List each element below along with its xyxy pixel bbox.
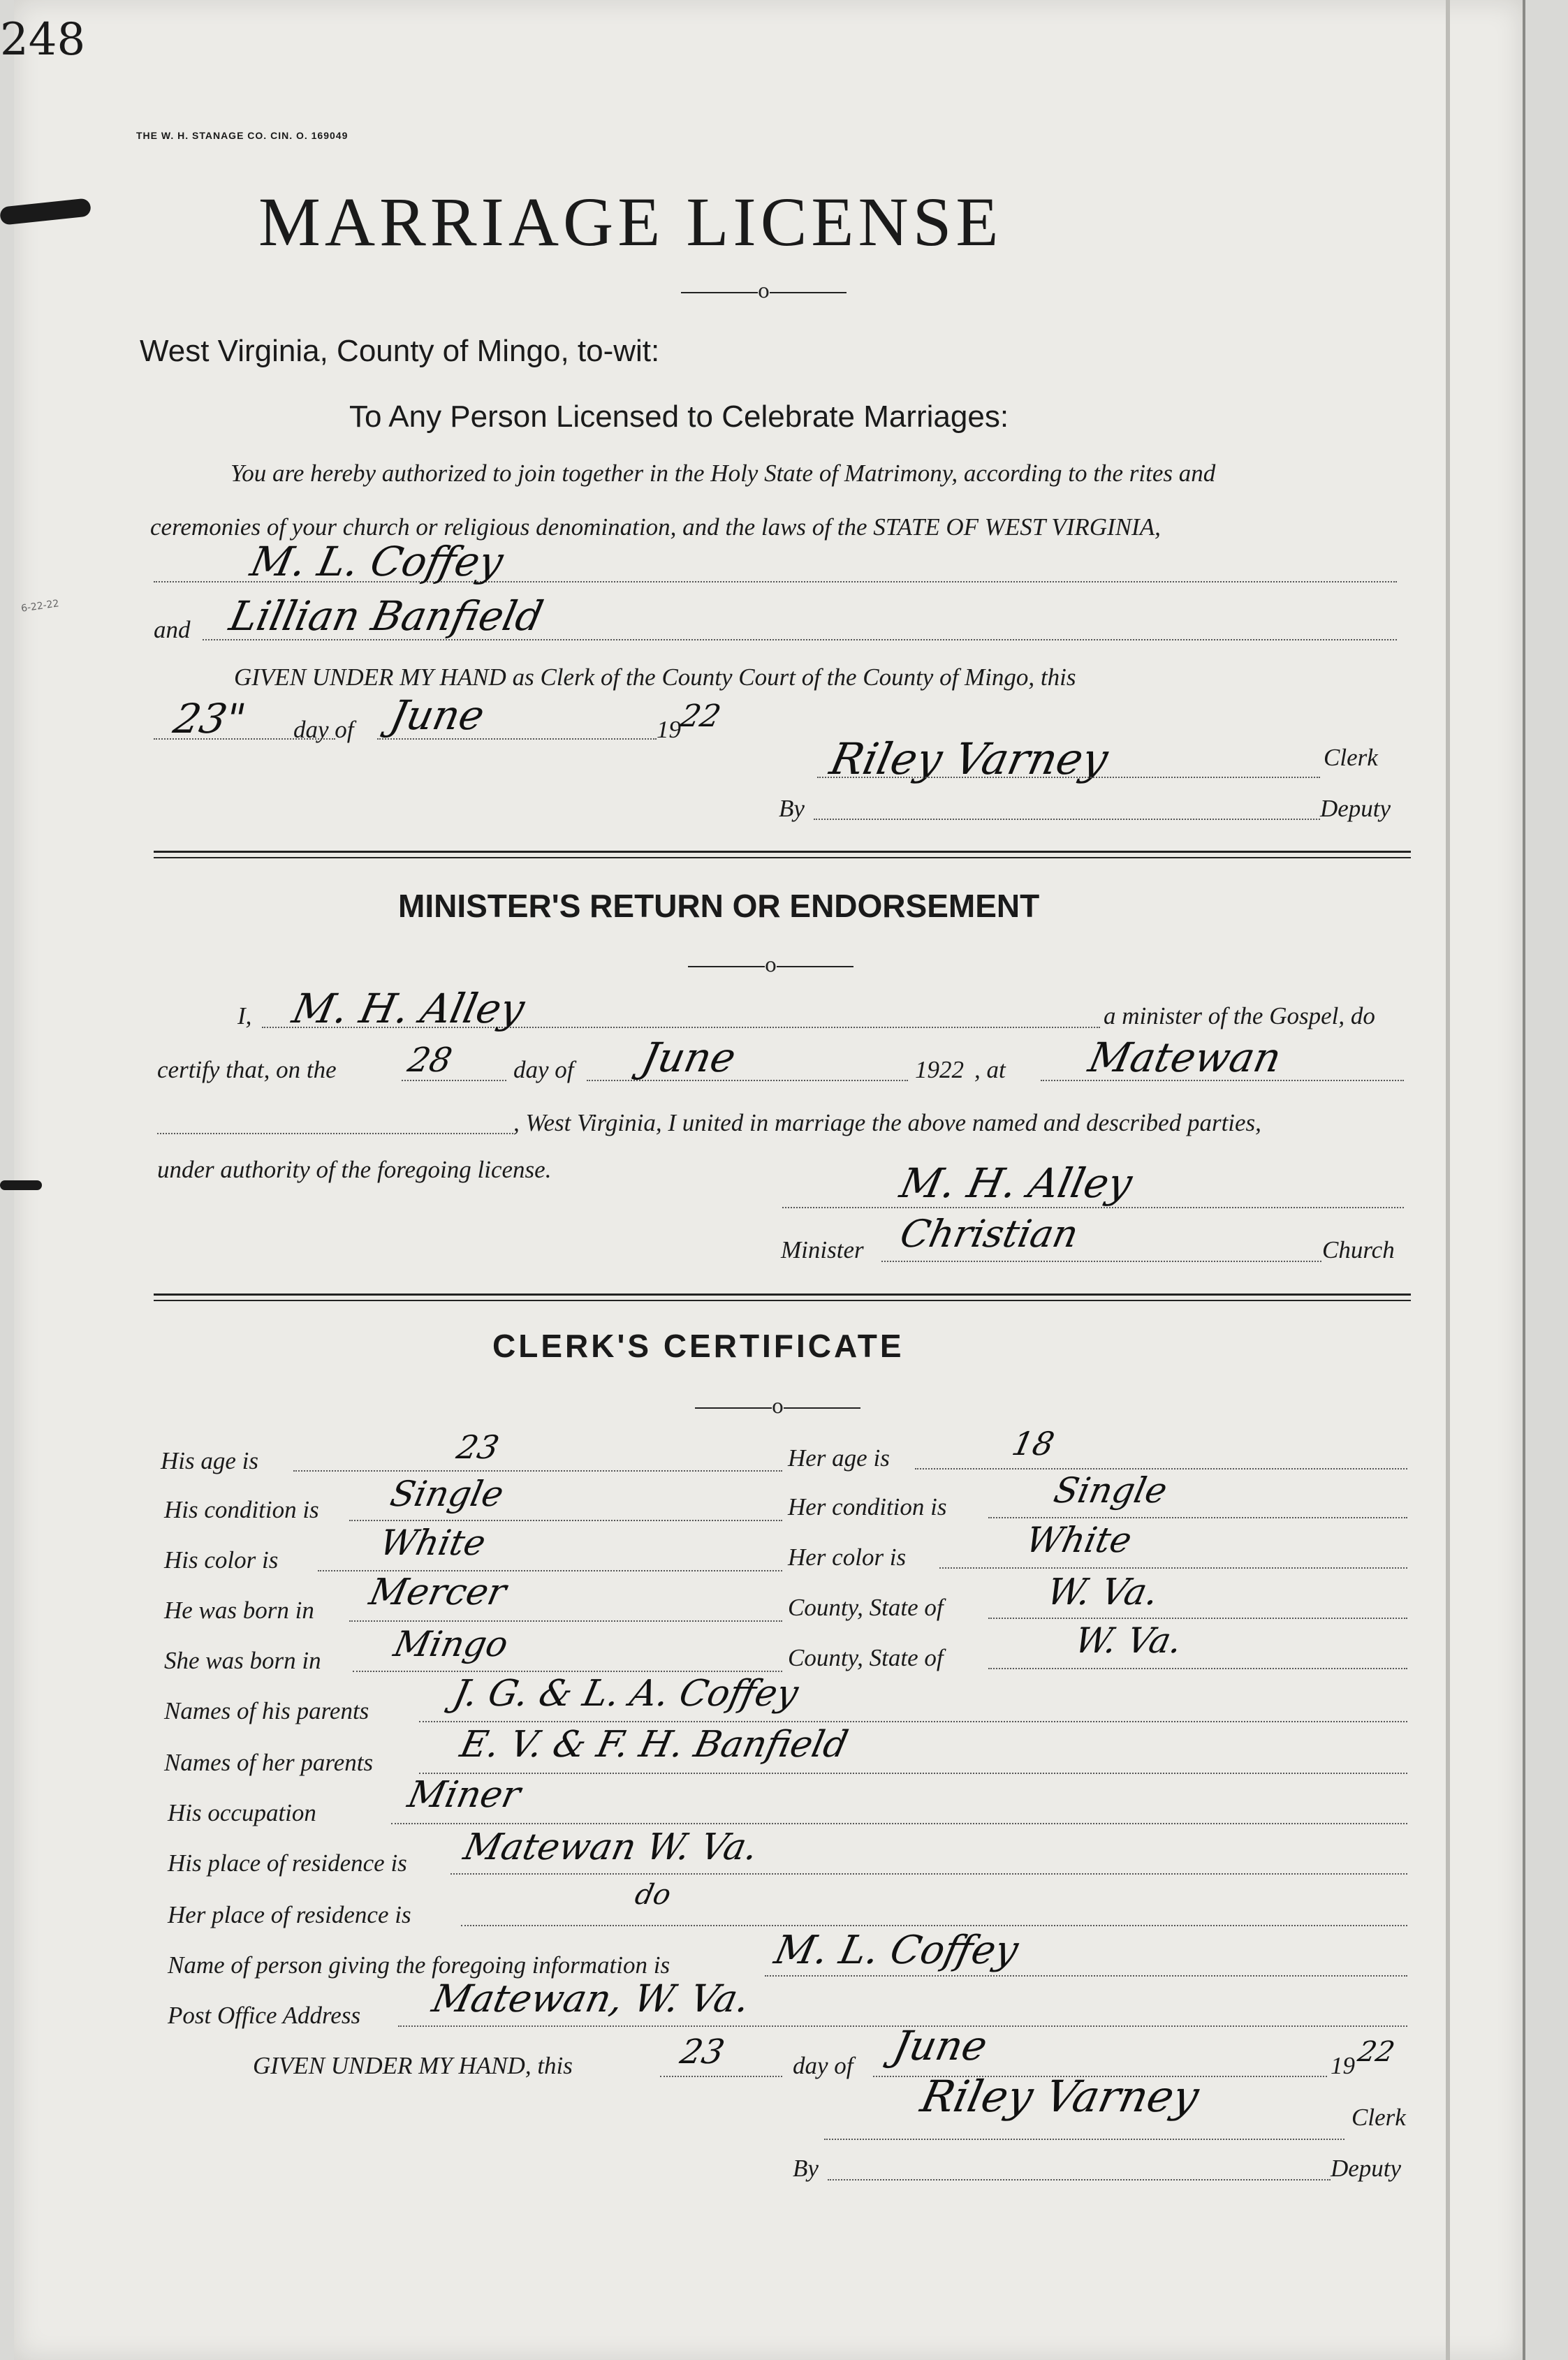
she-born-county: Mingo — [390, 1624, 512, 1664]
he-born-label: He was born in — [164, 1597, 314, 1624]
occupation-line — [391, 1823, 1407, 1824]
occupation-label: His occupation — [168, 1799, 316, 1826]
authorization-text-2: ceremonies of your church or religious denomination, and the laws of the STATE OF WEST VIRGINIA, — [150, 513, 1161, 541]
groom-name: M. L. Coffey — [246, 538, 508, 585]
day-of-label: day of — [513, 1056, 574, 1083]
informant-name: M. L. Coffey — [770, 1928, 1023, 1973]
his-age-line — [293, 1470, 782, 1472]
her-parents-line — [419, 1773, 1407, 1774]
her-age-line — [915, 1468, 1407, 1469]
she-born-line — [353, 1671, 782, 1672]
he-born-line — [349, 1620, 782, 1622]
page-number: 248 — [0, 14, 86, 66]
marriage-day-line — [402, 1080, 506, 1081]
state-county-line: West Virginia, County of Mingo, to-wit: — [140, 334, 660, 368]
her-color-label: Her color is — [788, 1544, 907, 1571]
marriage-month: June — [637, 1034, 740, 1081]
ornament-divider: o — [681, 279, 847, 302]
license-month: June — [386, 691, 489, 739]
page-title: MARRIAGE LICENSE — [258, 183, 1003, 261]
ornament-divider: o — [695, 1395, 860, 1418]
marriage-day: 28 — [404, 1041, 456, 1080]
clerk-certificate-signature: Riley Varney — [916, 2071, 1203, 2122]
given-under-hand-label: GIVEN UNDER MY HAND, this — [253, 2052, 573, 2079]
she-born-state: W. Va. — [1071, 1620, 1186, 1661]
at-label: , at — [974, 1056, 1006, 1083]
she-state-line — [988, 1668, 1407, 1669]
her-residence-label: Her place of residence is — [168, 1901, 411, 1928]
informant-line — [765, 1975, 1407, 1977]
her-age-label: Her age is — [788, 1444, 890, 1472]
margin-note: 6-22-22 — [20, 598, 60, 615]
his-residence: Matewan W. Va. — [460, 1826, 762, 1868]
salutation: To Any Person Licensed to Celebrate Marriages: — [349, 400, 1009, 434]
given-day-line — [660, 2076, 782, 2077]
minister-heading: MINISTER'S RETURN OR ENDORSEMENT — [398, 888, 1040, 924]
clerk-signature: Riley Varney — [826, 733, 1113, 784]
his-color: White — [376, 1523, 490, 1563]
year-prefix: 19 — [1331, 2052, 1355, 2079]
his-condition: Single — [386, 1474, 508, 1514]
his-residence-line — [450, 1873, 1407, 1875]
her-parents-label: Names of her parents — [164, 1749, 374, 1776]
po-address: Matewan, W. Va. — [428, 1977, 754, 2021]
given-year: 22 — [1355, 2036, 1398, 2068]
page-edge — [1446, 0, 1450, 2360]
clerk-certificate-heading: CLERK'S CERTIFICATE — [492, 1328, 904, 1364]
his-parents-line — [419, 1721, 1407, 1722]
clerk-label: Clerk — [1324, 744, 1378, 771]
church-name: Christian — [896, 1212, 1083, 1256]
her-condition-line — [988, 1517, 1407, 1518]
church-label: Church — [1322, 1236, 1395, 1263]
day-of-label: day of — [293, 716, 354, 743]
county-line — [157, 1133, 513, 1134]
marriage-month-line — [587, 1080, 908, 1081]
given-month: June — [888, 2022, 992, 2069]
her-condition: Single — [1050, 1470, 1171, 1511]
day-of-label: day of — [793, 2052, 853, 2079]
her-color: White — [1022, 1520, 1136, 1560]
his-age-label: His age is — [161, 1447, 258, 1474]
her-parents: E. V. & F. H. Banfield — [456, 1724, 852, 1766]
certificate-clerk-label: Clerk — [1351, 2104, 1406, 2131]
his-color-label: His color is — [164, 1546, 279, 1574]
her-condition-label: Her condition is — [788, 1493, 947, 1520]
his-condition-line — [349, 1520, 782, 1521]
his-parents-label: Names of his parents — [164, 1697, 369, 1724]
authority-text: under authority of the foregoing license. — [157, 1156, 552, 1183]
informant-label: Name of person giving the foregoing information is — [168, 1951, 671, 1979]
deputy-label: Deputy — [1320, 795, 1391, 822]
certify-text: certify that, on the — [157, 1056, 337, 1083]
county-state-label: County, State of — [788, 1644, 944, 1671]
ornament-divider: o — [688, 953, 853, 976]
minister-signature-line — [782, 1207, 1404, 1208]
certificate-by-label: By — [793, 2155, 819, 2182]
po-address-label: Post Office Address — [168, 2002, 361, 2029]
his-parents: J. G. & L. A. Coffey — [449, 1673, 803, 1715]
deputy-line — [814, 819, 1320, 820]
her-age: 18 — [1009, 1425, 1058, 1463]
by-label: By — [779, 795, 805, 822]
year-prefix: 19 — [657, 716, 681, 743]
her-residence-line — [461, 1925, 1407, 1926]
she-born-label: She was born in — [164, 1647, 321, 1674]
authorization-text-1: You are hereby authorized to join together in the Holy State of Matrimony, according to the rites and — [230, 460, 1216, 487]
section-rule — [154, 1293, 1411, 1301]
county-state-label: County, State of — [788, 1594, 944, 1621]
i-label: I, — [237, 1002, 252, 1029]
clerk-line — [817, 777, 1320, 778]
certificate-deputy-label: Deputy — [1331, 2155, 1402, 2182]
license-day: 23" — [169, 695, 250, 742]
bride-name: Lillian Banfield — [225, 592, 548, 640]
and-label: and — [154, 616, 191, 643]
minister-of-gospel-text: a minister of the Gospel, do — [1104, 1002, 1375, 1029]
he-born-county: Mercer — [365, 1571, 511, 1613]
minister-label: Minister — [781, 1236, 864, 1263]
her-color-line — [939, 1567, 1407, 1569]
he-born-state: W. Va. — [1043, 1571, 1163, 1613]
minister-name: M. H. Alley — [288, 985, 529, 1032]
minister-signature: M. H. Alley — [895, 1159, 1137, 1207]
given-under-hand-text: GIVEN UNDER MY HAND as Clerk of the County Court of the County of Mingo, this — [234, 664, 1076, 691]
marriage-place: Matewan — [1084, 1034, 1286, 1081]
given-day: 23 — [677, 2032, 728, 2072]
ink-mark — [0, 1180, 42, 1190]
printer-imprint: THE W. H. STANAGE CO. CIN. O. 169049 — [136, 130, 349, 141]
section-rule — [154, 851, 1411, 858]
church-line — [881, 1261, 1321, 1262]
occupation: Miner — [404, 1774, 525, 1816]
his-condition-label: His condition is — [164, 1496, 319, 1523]
his-age: 23 — [453, 1428, 503, 1466]
west-virginia-text: , West Virginia, I united in marriage the above named and described parties, — [513, 1109, 1261, 1136]
he-state-line — [988, 1618, 1407, 1619]
license-year: 22 — [677, 698, 724, 734]
marriage-year: 1922 — [915, 1056, 964, 1083]
certificate-deputy-line — [828, 2179, 1331, 2181]
her-residence: do — [632, 1879, 674, 1911]
his-residence-label: His place of residence is — [168, 1849, 407, 1877]
certificate-clerk-line — [824, 2139, 1344, 2140]
